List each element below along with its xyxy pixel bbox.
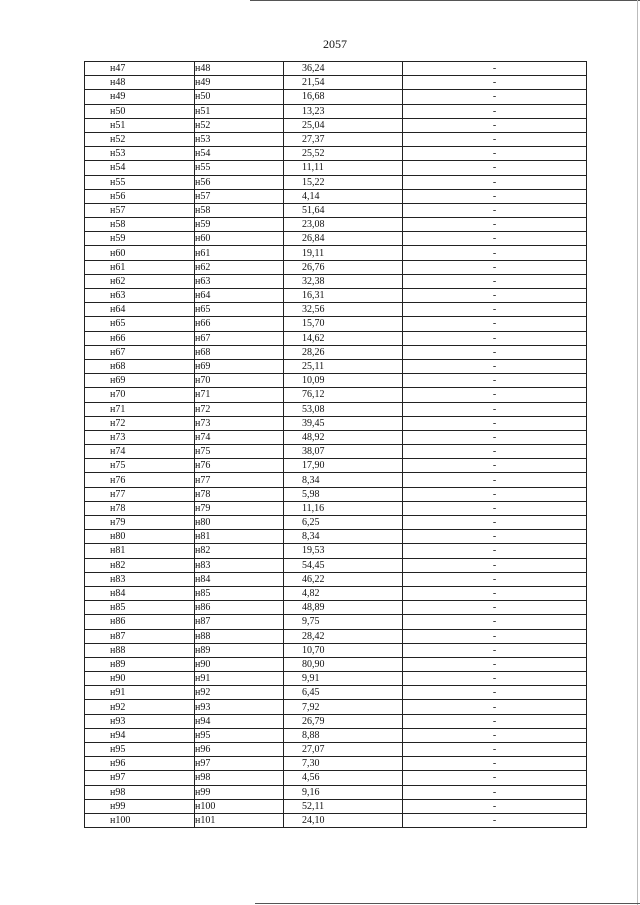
length-cell: 16,68 bbox=[284, 90, 403, 104]
to-point-cell: н96 bbox=[195, 743, 284, 757]
from-point-cell: н73 bbox=[85, 430, 195, 444]
from-point-cell: н83 bbox=[85, 572, 195, 586]
table-row bbox=[85, 62, 587, 76]
from-point-cell: н80 bbox=[85, 530, 195, 544]
to-point-cell: н75 bbox=[195, 445, 284, 459]
from-point-cell: н55 bbox=[85, 175, 195, 189]
table-row bbox=[85, 374, 587, 388]
from-point-cell: н67 bbox=[85, 345, 195, 359]
note-cell: - bbox=[403, 572, 587, 586]
table-row bbox=[85, 757, 587, 771]
note-cell: - bbox=[403, 799, 587, 813]
to-point-cell: н81 bbox=[195, 530, 284, 544]
from-point-cell: н52 bbox=[85, 132, 195, 146]
from-point-cell: н70 bbox=[85, 388, 195, 402]
table-row bbox=[85, 331, 587, 345]
note-cell: - bbox=[403, 586, 587, 600]
note-cell: - bbox=[403, 516, 587, 530]
from-point-cell: н84 bbox=[85, 586, 195, 600]
length-cell: 39,45 bbox=[284, 416, 403, 430]
length-cell: 10,09 bbox=[284, 374, 403, 388]
length-cell: 76,12 bbox=[284, 388, 403, 402]
length-cell: 19,11 bbox=[284, 246, 403, 260]
page-number: 2057 bbox=[323, 37, 347, 51]
from-point-cell: н57 bbox=[85, 203, 195, 217]
note-cell: - bbox=[403, 501, 587, 515]
table-row bbox=[85, 530, 587, 544]
table-row bbox=[85, 289, 587, 303]
to-point-cell: н98 bbox=[195, 771, 284, 785]
length-cell: 25,04 bbox=[284, 118, 403, 132]
table-row bbox=[85, 345, 587, 359]
from-point-cell: н77 bbox=[85, 487, 195, 501]
note-cell: - bbox=[403, 714, 587, 728]
from-point-cell: н85 bbox=[85, 601, 195, 615]
from-point-cell: н97 bbox=[85, 771, 195, 785]
note-cell: - bbox=[403, 90, 587, 104]
from-point-cell: н90 bbox=[85, 672, 195, 686]
length-cell: 51,64 bbox=[284, 203, 403, 217]
from-point-cell: н86 bbox=[85, 615, 195, 629]
to-point-cell: н68 bbox=[195, 345, 284, 359]
to-point-cell: н53 bbox=[195, 132, 284, 146]
to-point-cell: н64 bbox=[195, 289, 284, 303]
table-row bbox=[85, 728, 587, 742]
note-cell: - bbox=[403, 147, 587, 161]
length-cell: 4,56 bbox=[284, 771, 403, 785]
table-row bbox=[85, 487, 587, 501]
table-row bbox=[85, 402, 587, 416]
table-row bbox=[85, 771, 587, 785]
length-cell: 7,92 bbox=[284, 700, 403, 714]
table-row bbox=[85, 303, 587, 317]
to-point-cell: н86 bbox=[195, 601, 284, 615]
length-cell: 15,70 bbox=[284, 317, 403, 331]
from-point-cell: н96 bbox=[85, 757, 195, 771]
from-point-cell: н87 bbox=[85, 629, 195, 643]
note-cell: - bbox=[403, 203, 587, 217]
to-point-cell: н74 bbox=[195, 430, 284, 444]
length-cell: 25,11 bbox=[284, 359, 403, 373]
note-cell: - bbox=[403, 161, 587, 175]
note-cell: - bbox=[403, 785, 587, 799]
length-cell: 4,14 bbox=[284, 189, 403, 203]
to-point-cell: н73 bbox=[195, 416, 284, 430]
note-cell: - bbox=[403, 473, 587, 487]
from-point-cell: н89 bbox=[85, 657, 195, 671]
to-point-cell: н91 bbox=[195, 672, 284, 686]
table-row bbox=[85, 161, 587, 175]
table-row bbox=[85, 743, 587, 757]
table-row bbox=[85, 260, 587, 274]
from-point-cell: н78 bbox=[85, 501, 195, 515]
length-cell: 52,11 bbox=[284, 799, 403, 813]
to-point-cell: н89 bbox=[195, 643, 284, 657]
length-cell: 36,24 bbox=[284, 62, 403, 76]
to-point-cell: н54 bbox=[195, 147, 284, 161]
to-point-cell: н87 bbox=[195, 615, 284, 629]
table-row bbox=[85, 657, 587, 671]
length-cell: 7,30 bbox=[284, 757, 403, 771]
note-cell: - bbox=[403, 672, 587, 686]
to-point-cell: н97 bbox=[195, 757, 284, 771]
scan-edge-top bbox=[250, 0, 640, 1]
table-row bbox=[85, 246, 587, 260]
note-cell: - bbox=[403, 728, 587, 742]
to-point-cell: н72 bbox=[195, 402, 284, 416]
from-point-cell: н51 bbox=[85, 118, 195, 132]
from-point-cell: н81 bbox=[85, 544, 195, 558]
note-cell: - bbox=[403, 345, 587, 359]
length-cell: 6,45 bbox=[284, 686, 403, 700]
note-cell: - bbox=[403, 558, 587, 572]
table-row bbox=[85, 147, 587, 161]
from-point-cell: н72 bbox=[85, 416, 195, 430]
from-point-cell: н74 bbox=[85, 445, 195, 459]
table-row bbox=[85, 643, 587, 657]
from-point-cell: н76 bbox=[85, 473, 195, 487]
table-row bbox=[85, 175, 587, 189]
from-point-cell: н62 bbox=[85, 274, 195, 288]
length-cell: 80,90 bbox=[284, 657, 403, 671]
table-row bbox=[85, 388, 587, 402]
note-cell: - bbox=[403, 374, 587, 388]
from-point-cell: н100 bbox=[85, 813, 195, 827]
to-point-cell: н100 bbox=[195, 799, 284, 813]
note-cell: - bbox=[403, 530, 587, 544]
table-row bbox=[85, 544, 587, 558]
from-point-cell: н54 bbox=[85, 161, 195, 175]
length-cell: 11,16 bbox=[284, 501, 403, 515]
length-cell: 15,22 bbox=[284, 175, 403, 189]
to-point-cell: н84 bbox=[195, 572, 284, 586]
note-cell: - bbox=[403, 487, 587, 501]
to-point-cell: н101 bbox=[195, 813, 284, 827]
length-cell: 5,98 bbox=[284, 487, 403, 501]
table-row bbox=[85, 430, 587, 444]
length-cell: 26,76 bbox=[284, 260, 403, 274]
from-point-cell: н56 bbox=[85, 189, 195, 203]
length-cell: 23,08 bbox=[284, 218, 403, 232]
note-cell: - bbox=[403, 175, 587, 189]
to-point-cell: н59 bbox=[195, 218, 284, 232]
table-row bbox=[85, 118, 587, 132]
table-row bbox=[85, 473, 587, 487]
note-cell: - bbox=[403, 62, 587, 76]
to-point-cell: н67 bbox=[195, 331, 284, 345]
length-cell: 13,23 bbox=[284, 104, 403, 118]
to-point-cell: н76 bbox=[195, 459, 284, 473]
to-point-cell: н83 bbox=[195, 558, 284, 572]
to-point-cell: н60 bbox=[195, 232, 284, 246]
from-point-cell: н49 bbox=[85, 90, 195, 104]
length-cell: 48,92 bbox=[284, 430, 403, 444]
to-point-cell: н66 bbox=[195, 317, 284, 331]
note-cell: - bbox=[403, 445, 587, 459]
table-row bbox=[85, 586, 587, 600]
length-cell: 8,34 bbox=[284, 530, 403, 544]
note-cell: - bbox=[403, 388, 587, 402]
table-row bbox=[85, 416, 587, 430]
table-row bbox=[85, 76, 587, 90]
note-cell: - bbox=[403, 289, 587, 303]
length-cell: 14,62 bbox=[284, 331, 403, 345]
note-cell: - bbox=[403, 459, 587, 473]
note-cell: - bbox=[403, 430, 587, 444]
from-point-cell: н65 bbox=[85, 317, 195, 331]
length-cell: 16,31 bbox=[284, 289, 403, 303]
to-point-cell: н80 bbox=[195, 516, 284, 530]
note-cell: - bbox=[403, 813, 587, 827]
from-point-cell: н79 bbox=[85, 516, 195, 530]
length-cell: 32,56 bbox=[284, 303, 403, 317]
note-cell: - bbox=[403, 601, 587, 615]
to-point-cell: н61 bbox=[195, 246, 284, 260]
to-point-cell: н52 bbox=[195, 118, 284, 132]
length-cell: 19,53 bbox=[284, 544, 403, 558]
table-row bbox=[85, 218, 587, 232]
table-row bbox=[85, 189, 587, 203]
table-row bbox=[85, 359, 587, 373]
length-cell: 46,22 bbox=[284, 572, 403, 586]
from-point-cell: н58 bbox=[85, 218, 195, 232]
length-cell: 11,11 bbox=[284, 161, 403, 175]
to-point-cell: н90 bbox=[195, 657, 284, 671]
to-point-cell: н82 bbox=[195, 544, 284, 558]
table-row bbox=[85, 572, 587, 586]
note-cell: - bbox=[403, 104, 587, 118]
to-point-cell: н77 bbox=[195, 473, 284, 487]
length-cell: 6,25 bbox=[284, 516, 403, 530]
table-row bbox=[85, 700, 587, 714]
to-point-cell: н55 bbox=[195, 161, 284, 175]
note-cell: - bbox=[403, 416, 587, 430]
table-row bbox=[85, 274, 587, 288]
length-cell: 17,90 bbox=[284, 459, 403, 473]
from-point-cell: н88 bbox=[85, 643, 195, 657]
note-cell: - bbox=[403, 771, 587, 785]
length-cell: 28,42 bbox=[284, 629, 403, 643]
table-row bbox=[85, 686, 587, 700]
from-point-cell: н59 bbox=[85, 232, 195, 246]
note-cell: - bbox=[403, 686, 587, 700]
length-cell: 9,16 bbox=[284, 785, 403, 799]
table-row bbox=[85, 714, 587, 728]
from-point-cell: н71 bbox=[85, 402, 195, 416]
note-cell: - bbox=[403, 246, 587, 260]
from-point-cell: н91 bbox=[85, 686, 195, 700]
length-cell: 8,88 bbox=[284, 728, 403, 742]
length-cell: 27,07 bbox=[284, 743, 403, 757]
table-row bbox=[85, 104, 587, 118]
length-cell: 28,26 bbox=[284, 345, 403, 359]
table-row bbox=[85, 445, 587, 459]
from-point-cell: н53 bbox=[85, 147, 195, 161]
table-body bbox=[85, 62, 587, 828]
from-point-cell: н50 bbox=[85, 104, 195, 118]
to-point-cell: н58 bbox=[195, 203, 284, 217]
length-cell: 32,38 bbox=[284, 274, 403, 288]
length-cell: 27,37 bbox=[284, 132, 403, 146]
table-row bbox=[85, 799, 587, 813]
from-point-cell: н66 bbox=[85, 331, 195, 345]
to-point-cell: н92 bbox=[195, 686, 284, 700]
table-row bbox=[85, 501, 587, 515]
from-point-cell: н92 bbox=[85, 700, 195, 714]
to-point-cell: н65 bbox=[195, 303, 284, 317]
from-point-cell: н60 bbox=[85, 246, 195, 260]
from-point-cell: н98 bbox=[85, 785, 195, 799]
note-cell: - bbox=[403, 274, 587, 288]
length-cell: 38,07 bbox=[284, 445, 403, 459]
to-point-cell: н71 bbox=[195, 388, 284, 402]
from-point-cell: н95 bbox=[85, 743, 195, 757]
note-cell: - bbox=[403, 76, 587, 90]
from-point-cell: н47 bbox=[85, 62, 195, 76]
to-point-cell: н57 bbox=[195, 189, 284, 203]
note-cell: - bbox=[403, 232, 587, 246]
length-cell: 9,75 bbox=[284, 615, 403, 629]
table-row bbox=[85, 601, 587, 615]
table-row bbox=[85, 317, 587, 331]
to-point-cell: н93 bbox=[195, 700, 284, 714]
to-point-cell: н99 bbox=[195, 785, 284, 799]
note-cell: - bbox=[403, 317, 587, 331]
from-point-cell: н64 bbox=[85, 303, 195, 317]
from-point-cell: н69 bbox=[85, 374, 195, 388]
length-cell: 10,70 bbox=[284, 643, 403, 657]
to-point-cell: н70 bbox=[195, 374, 284, 388]
from-point-cell: н48 bbox=[85, 76, 195, 90]
length-cell: 26,84 bbox=[284, 232, 403, 246]
to-point-cell: н50 bbox=[195, 90, 284, 104]
table-row bbox=[85, 90, 587, 104]
from-point-cell: н68 bbox=[85, 359, 195, 373]
from-point-cell: н99 bbox=[85, 799, 195, 813]
length-cell: 8,34 bbox=[284, 473, 403, 487]
from-point-cell: н93 bbox=[85, 714, 195, 728]
note-cell: - bbox=[403, 303, 587, 317]
table-row bbox=[85, 132, 587, 146]
note-cell: - bbox=[403, 118, 587, 132]
table-row bbox=[85, 516, 587, 530]
boundary-segments-table bbox=[84, 61, 587, 828]
note-cell: - bbox=[403, 757, 587, 771]
length-cell: 48,89 bbox=[284, 601, 403, 615]
to-point-cell: н69 bbox=[195, 359, 284, 373]
length-cell: 4,82 bbox=[284, 586, 403, 600]
length-cell: 24,10 bbox=[284, 813, 403, 827]
note-cell: - bbox=[403, 643, 587, 657]
to-point-cell: н51 bbox=[195, 104, 284, 118]
note-cell: - bbox=[403, 132, 587, 146]
table-row bbox=[85, 558, 587, 572]
note-cell: - bbox=[403, 629, 587, 643]
from-point-cell: н61 bbox=[85, 260, 195, 274]
to-point-cell: н78 bbox=[195, 487, 284, 501]
to-point-cell: н49 bbox=[195, 76, 284, 90]
table-row bbox=[85, 813, 587, 827]
note-cell: - bbox=[403, 189, 587, 203]
to-point-cell: н63 bbox=[195, 274, 284, 288]
to-point-cell: н48 bbox=[195, 62, 284, 76]
from-point-cell: н94 bbox=[85, 728, 195, 742]
to-point-cell: н62 bbox=[195, 260, 284, 274]
to-point-cell: н56 bbox=[195, 175, 284, 189]
length-cell: 25,52 bbox=[284, 147, 403, 161]
note-cell: - bbox=[403, 402, 587, 416]
note-cell: - bbox=[403, 359, 587, 373]
to-point-cell: н85 bbox=[195, 586, 284, 600]
note-cell: - bbox=[403, 544, 587, 558]
scan-edge-right bbox=[637, 0, 638, 905]
length-cell: 26,79 bbox=[284, 714, 403, 728]
table-row bbox=[85, 232, 587, 246]
scan-edge-bottom bbox=[255, 903, 640, 904]
note-cell: - bbox=[403, 218, 587, 232]
note-cell: - bbox=[403, 615, 587, 629]
to-point-cell: н88 bbox=[195, 629, 284, 643]
table-row bbox=[85, 459, 587, 473]
from-point-cell: н82 bbox=[85, 558, 195, 572]
table-row bbox=[85, 785, 587, 799]
length-cell: 54,45 bbox=[284, 558, 403, 572]
note-cell: - bbox=[403, 700, 587, 714]
to-point-cell: н79 bbox=[195, 501, 284, 515]
table-row bbox=[85, 203, 587, 217]
from-point-cell: н75 bbox=[85, 459, 195, 473]
table-row bbox=[85, 672, 587, 686]
from-point-cell: н63 bbox=[85, 289, 195, 303]
table-row bbox=[85, 615, 587, 629]
note-cell: - bbox=[403, 657, 587, 671]
length-cell: 9,91 bbox=[284, 672, 403, 686]
note-cell: - bbox=[403, 331, 587, 345]
length-cell: 21,54 bbox=[284, 76, 403, 90]
note-cell: - bbox=[403, 743, 587, 757]
table-row bbox=[85, 629, 587, 643]
to-point-cell: н95 bbox=[195, 728, 284, 742]
note-cell: - bbox=[403, 260, 587, 274]
length-cell: 53,08 bbox=[284, 402, 403, 416]
to-point-cell: н94 bbox=[195, 714, 284, 728]
